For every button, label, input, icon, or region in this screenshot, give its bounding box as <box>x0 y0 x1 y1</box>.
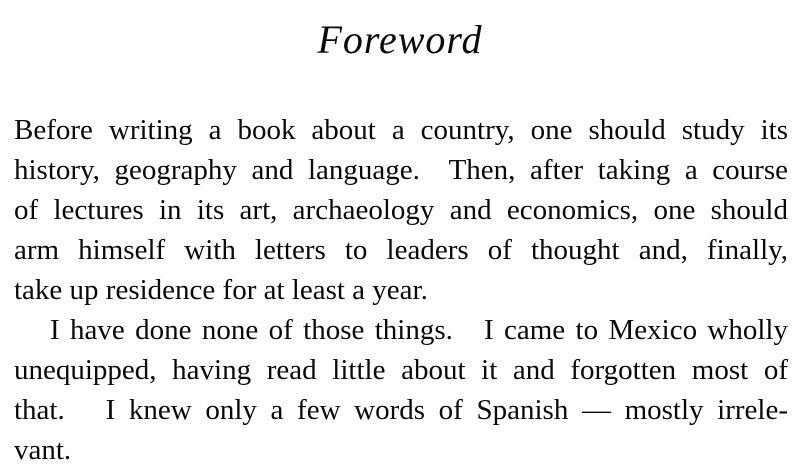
text-line: history, geography and language. Then, after taking a course <box>14 154 788 186</box>
page-title: Foreword <box>317 17 483 62</box>
text-line: vant. <box>14 434 72 466</box>
paragraph-2 <box>14 310 788 470</box>
text-line: I have done none of those things. I came to Mexico wholly <box>50 314 788 346</box>
paragraph-1 <box>14 110 788 310</box>
text-line: that. I knew only a few words of Spanish — mostly irrele- <box>14 394 788 426</box>
body-text <box>14 110 788 470</box>
text-line: arm himself with letters to leaders of thought and, finally, <box>14 234 788 266</box>
text-line: unequipped, having read little about it and forgotten most of <box>14 354 788 386</box>
text-line: Before writing a book about a country, one should study its <box>14 114 788 146</box>
text-line: take up residence for at least a year. <box>14 274 428 306</box>
text-line: of lectures in its art, archaeology and economics, one should <box>14 194 788 226</box>
